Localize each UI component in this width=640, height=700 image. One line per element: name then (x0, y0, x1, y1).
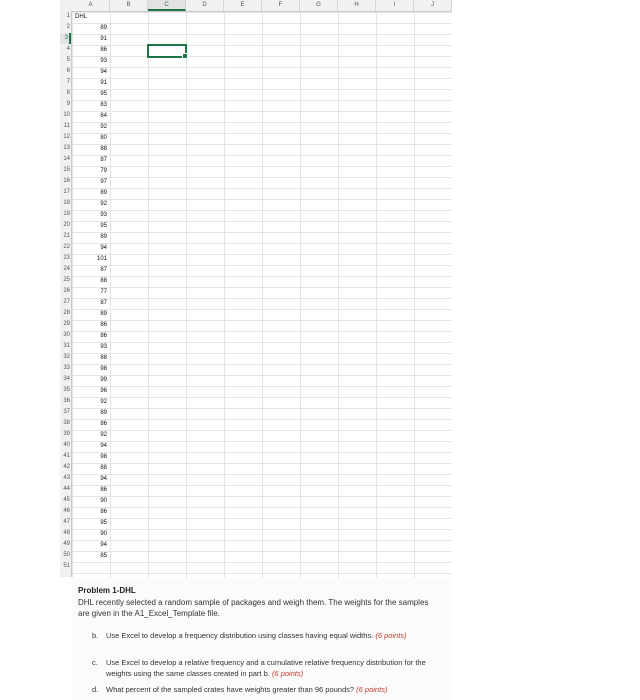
column-header-j[interactable]: J (414, 0, 452, 11)
row-header-12[interactable]: 12 (63, 134, 70, 140)
column-header-h[interactable]: H (338, 0, 376, 11)
row-header-23[interactable]: 23 (63, 255, 70, 261)
row-header-33[interactable]: 33 (63, 365, 70, 371)
row-header-43[interactable]: 43 (63, 475, 70, 481)
row-header-7[interactable]: 7 (66, 79, 70, 85)
row-header-25[interactable]: 25 (63, 277, 70, 283)
cell-a49[interactable]: 94 (100, 542, 107, 548)
row-header-10[interactable]: 10 (63, 112, 70, 118)
cell-a36[interactable]: 92 (100, 399, 107, 405)
question-letter: d. (92, 685, 99, 694)
row-header-1[interactable]: 1 (66, 13, 70, 19)
cell-a27[interactable]: 87 (100, 300, 107, 306)
column-header-row (60, 0, 452, 12)
problem-statement (72, 578, 452, 700)
column-header-i[interactable]: I (376, 0, 414, 11)
row-header-34[interactable]: 34 (63, 376, 70, 382)
row-header-41[interactable]: 41 (63, 453, 70, 459)
question-item-c (92, 657, 440, 679)
row-header-37[interactable]: 37 (63, 409, 70, 415)
cell-a41[interactable]: 98 (100, 454, 107, 460)
row-header-13[interactable]: 13 (63, 145, 70, 151)
cell-a21[interactable]: 89 (100, 234, 107, 240)
spreadsheet (60, 0, 452, 578)
row-header-42[interactable]: 42 (63, 464, 70, 470)
row-header-51[interactable]: 51 (63, 563, 70, 569)
fill-handle[interactable] (182, 53, 188, 59)
cell-a42[interactable]: 88 (100, 465, 107, 471)
cell-a16[interactable]: 97 (100, 179, 107, 185)
question-points: (6 points) (375, 631, 407, 640)
row-header-9[interactable]: 9 (66, 101, 70, 107)
question-text: What percent of the sampled crates have weights greater than 96 pounds? (106, 685, 355, 694)
cell-a38[interactable]: 86 (100, 421, 107, 427)
row-header-17[interactable]: 17 (63, 189, 70, 195)
question-text: Use Excel to develop a relative frequency and a cumulative relative frequency distribution for the weights using the same classes created in part b. (106, 658, 426, 678)
row-header-5[interactable]: 5 (66, 57, 70, 63)
cell-a10[interactable]: 84 (100, 113, 107, 119)
row-header-6[interactable]: 6 (66, 68, 70, 74)
row-header-39[interactable]: 39 (63, 431, 70, 437)
row-header-49[interactable]: 49 (63, 541, 70, 547)
column-header-e[interactable]: E (224, 0, 262, 11)
row-header-8[interactable]: 8 (66, 90, 70, 96)
row-header-29[interactable]: 29 (63, 321, 70, 327)
cell-a47[interactable]: 95 (100, 520, 107, 526)
cell-a35[interactable]: 96 (100, 388, 107, 394)
row-header-16[interactable]: 16 (63, 178, 70, 184)
row-header-31[interactable]: 31 (63, 343, 70, 349)
cell-a2[interactable]: 89 (100, 25, 107, 31)
cell-a1[interactable]: DHL (75, 14, 88, 20)
row-header-27[interactable]: 27 (63, 299, 70, 305)
row-header-38[interactable]: 38 (63, 420, 70, 426)
cell-a4[interactable]: 86 (100, 47, 107, 53)
row-header-30[interactable]: 30 (63, 332, 70, 338)
cell-grid[interactable] (72, 12, 452, 578)
column-header-f[interactable]: F (262, 0, 300, 11)
cell-a15[interactable]: 79 (100, 168, 107, 174)
cell-a9[interactable]: 83 (100, 102, 107, 108)
cell-a43[interactable]: 94 (100, 476, 107, 482)
row-header-35[interactable]: 35 (63, 387, 70, 393)
cell-a28[interactable]: 89 (100, 311, 107, 317)
column-header-b[interactable]: B (110, 0, 148, 11)
row-header-21[interactable]: 21 (63, 233, 70, 239)
question-points: (6 points) (356, 685, 388, 694)
row-header-20[interactable]: 20 (63, 222, 70, 228)
row-header-28[interactable]: 28 (63, 310, 70, 316)
cell-a20[interactable]: 95 (100, 223, 107, 229)
cell-a39[interactable]: 92 (100, 432, 107, 438)
cell-a17[interactable]: 89 (100, 190, 107, 196)
row-header-40[interactable]: 40 (63, 442, 70, 448)
cell-a19[interactable]: 93 (100, 212, 107, 218)
question-item-d (92, 684, 440, 695)
row-header-36[interactable]: 36 (63, 398, 70, 404)
question-points: (6 points) (271, 669, 304, 678)
cell-a23[interactable]: 101 (96, 256, 107, 262)
cell-a34[interactable]: 99 (100, 377, 107, 383)
cell-a25[interactable]: 88 (100, 278, 107, 284)
cell-a48[interactable]: 90 (100, 531, 107, 537)
row-header-22[interactable]: 22 (63, 244, 70, 250)
row-header-26[interactable]: 26 (63, 288, 70, 294)
cell-a26[interactable]: 77 (100, 289, 107, 295)
cell-a14[interactable]: 87 (100, 157, 107, 163)
row-header-15[interactable]: 15 (63, 167, 70, 173)
row-header-47[interactable]: 47 (63, 519, 70, 525)
cell-a12[interactable]: 80 (100, 135, 107, 141)
column-header-d[interactable]: D (186, 0, 224, 11)
row-header-column (60, 11, 72, 577)
cell-a40[interactable]: 94 (100, 443, 107, 449)
cell-a24[interactable]: 87 (100, 267, 107, 273)
cell-a50[interactable]: 85 (100, 553, 107, 559)
column-header-g[interactable]: G (300, 0, 338, 11)
row-header-19[interactable]: 19 (63, 211, 70, 217)
row-header-46[interactable]: 46 (63, 508, 70, 514)
cell-a45[interactable]: 90 (100, 498, 107, 504)
question-letter: c. (92, 658, 98, 667)
question-text: Use Excel to develop a frequency distribution using classes having equal widths. (106, 631, 374, 640)
cell-a7[interactable]: 91 (100, 80, 107, 86)
cell-a11[interactable]: 92 (100, 124, 107, 130)
problem-description: DHL recently selected a random sample of packages and weigh them. The weights for the samples are given in the A1_Excel_Template file. (78, 598, 429, 618)
cell-a8[interactable]: 95 (100, 91, 107, 97)
cell-a44[interactable]: 86 (100, 487, 107, 493)
problem-title: Problem 1-DHL (78, 586, 136, 595)
cell-a5[interactable]: 93 (100, 58, 107, 64)
row-header-2[interactable]: 2 (66, 24, 70, 30)
row-header-50[interactable]: 50 (63, 552, 70, 558)
row-header-14[interactable]: 14 (63, 156, 70, 162)
row-header-32[interactable]: 32 (63, 354, 70, 360)
row-header-24[interactable]: 24 (63, 266, 70, 272)
cell-a18[interactable]: 92 (100, 201, 107, 207)
cell-a30[interactable]: 86 (100, 333, 107, 339)
cell-a29[interactable]: 86 (100, 322, 107, 328)
row-header-44[interactable]: 44 (63, 486, 70, 492)
cell-a46[interactable]: 86 (100, 509, 107, 515)
cell-a6[interactable]: 94 (100, 69, 107, 75)
active-cell-c3[interactable] (147, 44, 187, 58)
question-letter: b. (92, 631, 99, 640)
question-item-b (92, 630, 440, 641)
cell-a32[interactable]: 88 (100, 355, 107, 361)
cell-a22[interactable]: 94 (100, 245, 107, 251)
row-header-45[interactable]: 45 (63, 497, 70, 503)
cell-a33[interactable]: 98 (100, 366, 107, 372)
row-header-11[interactable]: 11 (63, 123, 70, 129)
row-header-3[interactable]: 3 (60, 33, 71, 44)
row-header-4[interactable]: 4 (66, 46, 70, 52)
cell-a3[interactable]: 91 (100, 36, 107, 42)
row-header-18[interactable]: 18 (63, 200, 70, 206)
column-header-a[interactable]: A (72, 0, 110, 11)
cell-a13[interactable]: 88 (100, 146, 107, 152)
cell-a31[interactable]: 93 (100, 344, 107, 350)
cell-a37[interactable]: 89 (100, 410, 107, 416)
column-header-c[interactable]: C (148, 0, 186, 11)
row-header-48[interactable]: 48 (63, 530, 70, 536)
